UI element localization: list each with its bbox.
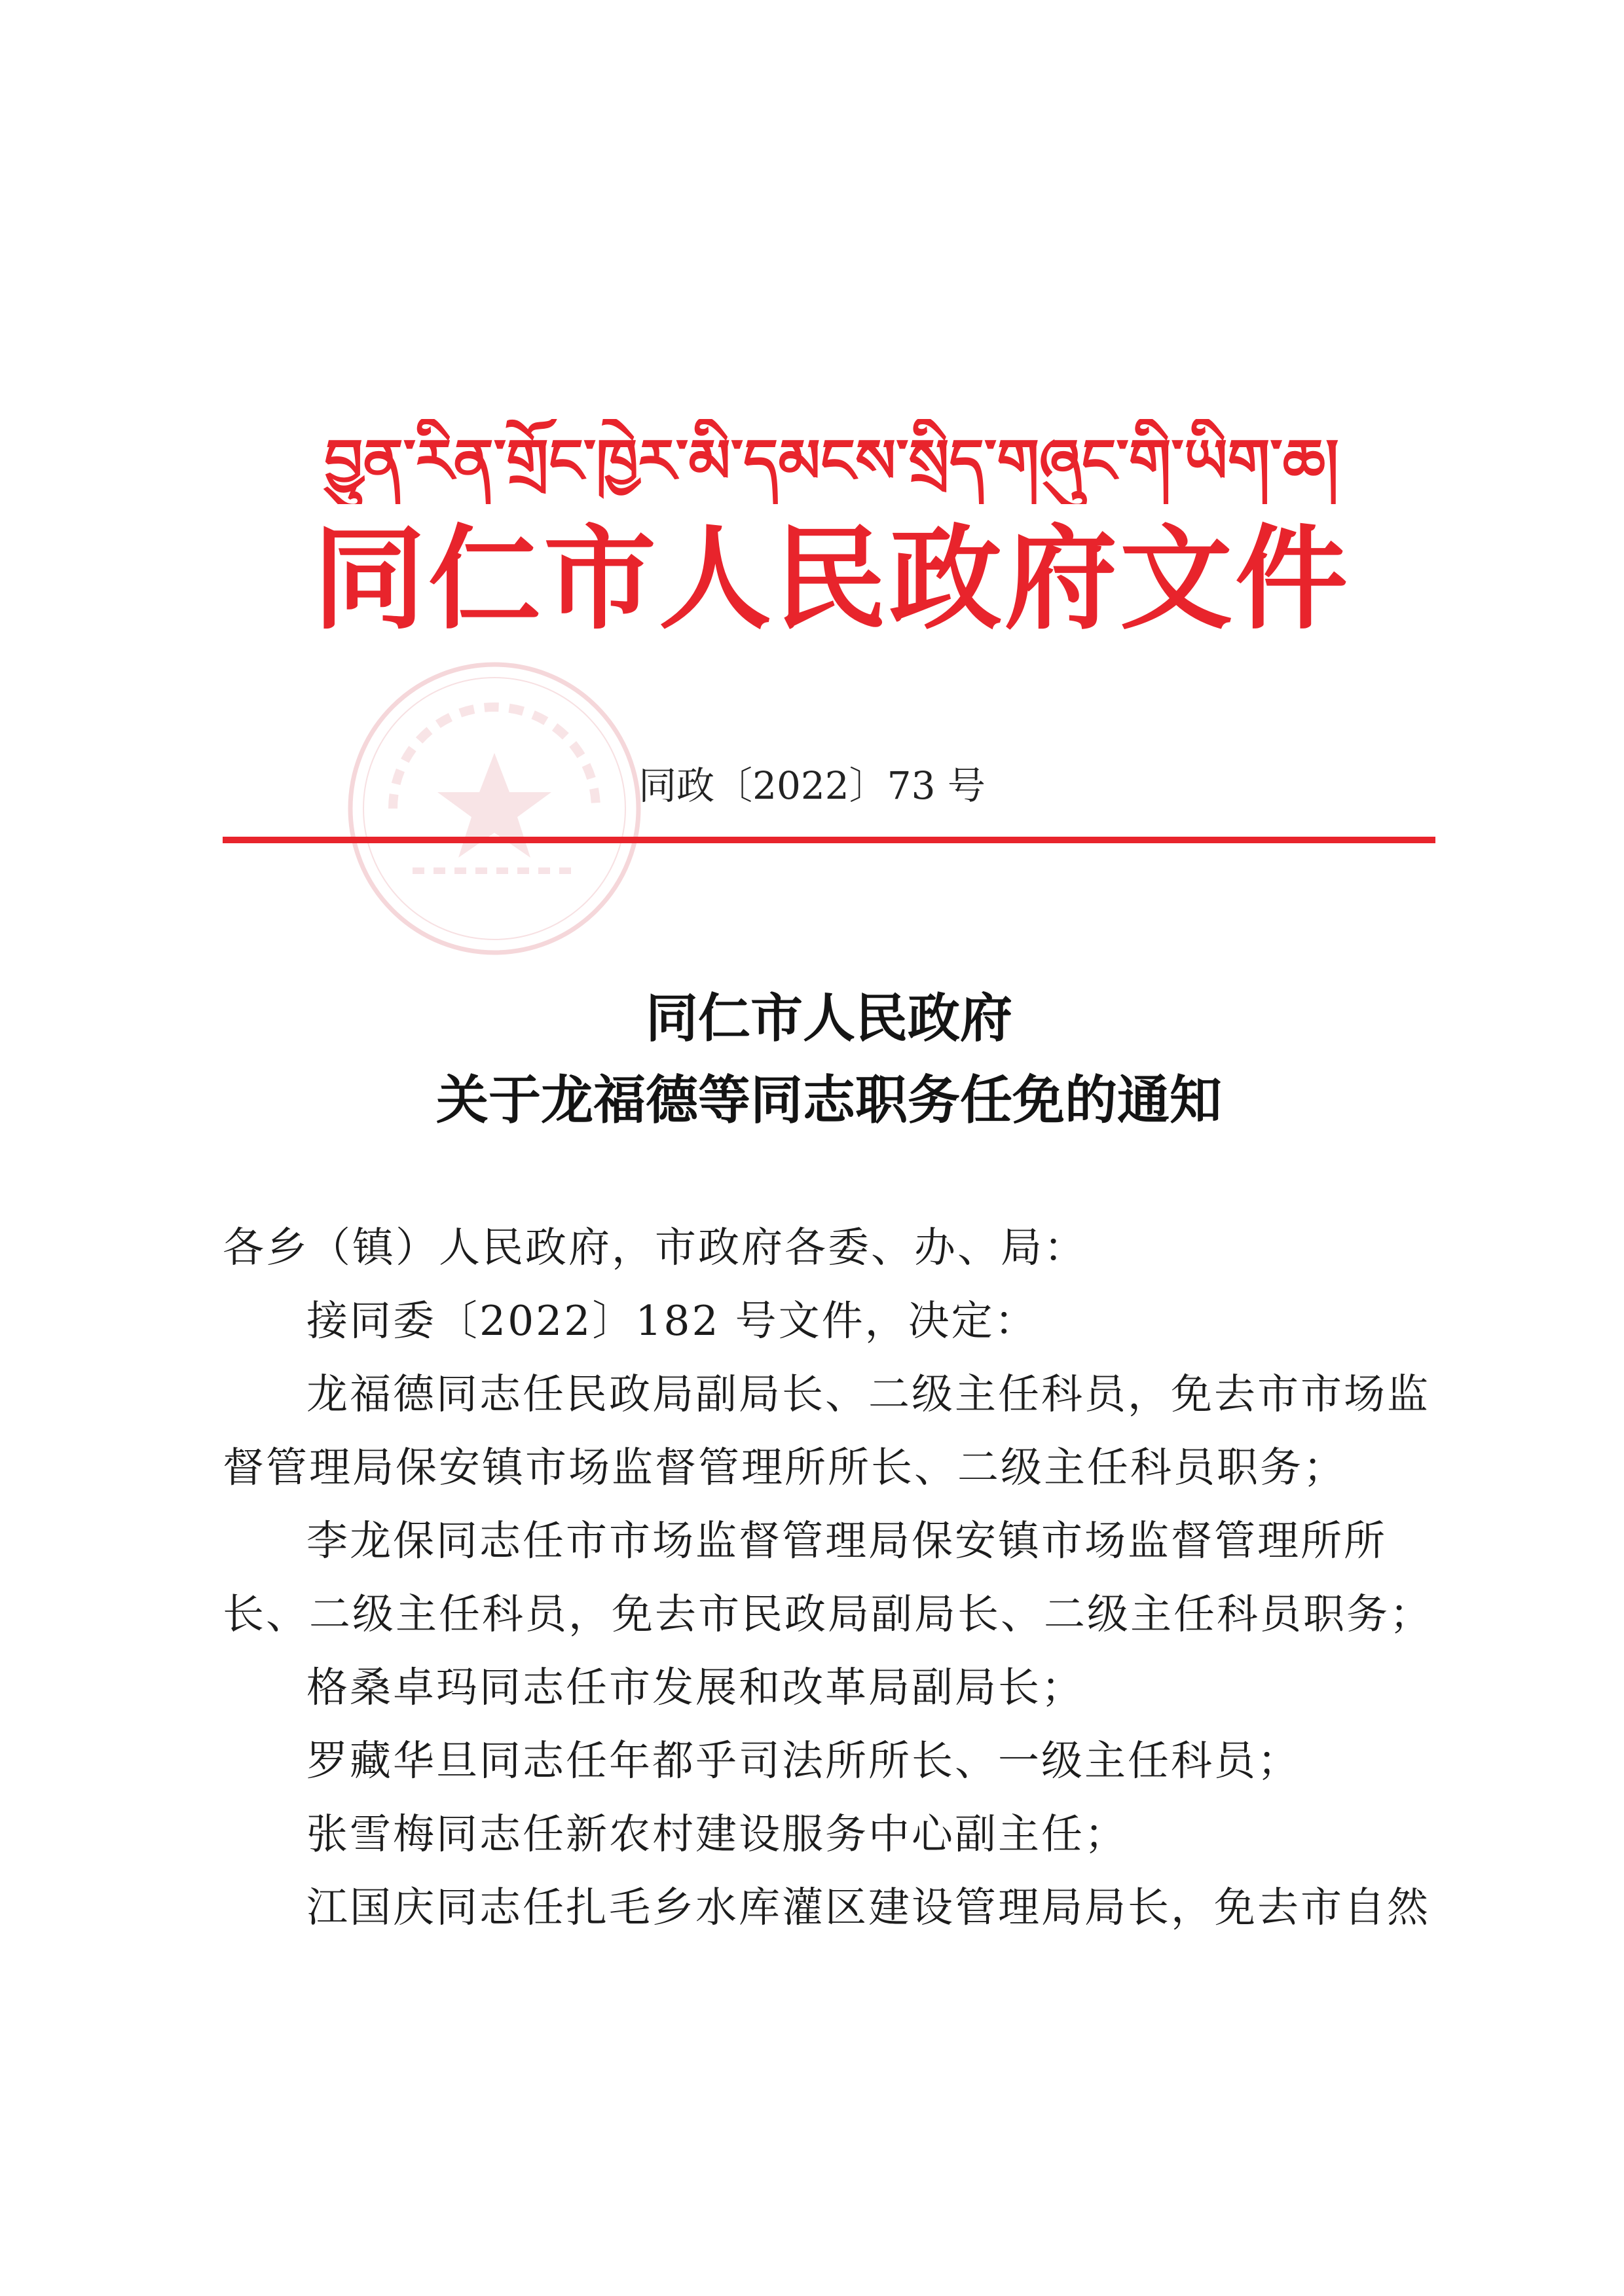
body-line: 长、二级主任科员，免去市民政局副局长、二级主任科员职务； [223,1590,1433,1638]
red-divider-line [223,837,1435,843]
body-line: 江国庆同志任扎毛乡水库灌区建设管理局局长，免去市自然 [306,1884,1430,1931]
body-line: 接同委〔2022〕182 号文件，决定： [306,1297,1038,1345]
notice-title-line-2: 关于龙福德等同志职务任免的通知 [436,1069,1222,1131]
notice-title-line-1: 同仁市人民政府 [646,987,1012,1049]
body-line: 督管理局保安镇市场监督管理所所长、二级主任科员职务； [223,1444,1346,1491]
issuer-red-title: 同仁市人民政府文件 [313,513,1350,645]
body-line: 李龙保同志任市市场监督管理局保安镇市场监督管理所所 [306,1517,1387,1565]
body-line-addressee: 各乡（镇）人民政府，市政府各委、办、局： [223,1224,1087,1271]
body-line: 张雪梅同志任新农村建设服务中心副主任； [306,1810,1128,1858]
tibetan-header-title: བྱུན་རིན་གྲོང་ཁྱེར་མི་དམངས་སྲིད་གཞུང་གི་ཡིག་ཆ། [324,426,1339,496]
notice-body [223,1211,1435,1944]
body-line: 罗藏华旦同志任年都乎司法所所长、一级主任科员； [306,1737,1301,1785]
body-line: 格桑卓玛同志任市发展和改革局副局长； [306,1664,1084,1711]
body-line: 龙福德同志任民政局副局长、二级主任科员，免去市市场监 [306,1370,1430,1418]
document-number: 同政〔2022〕73 号 [638,763,986,808]
